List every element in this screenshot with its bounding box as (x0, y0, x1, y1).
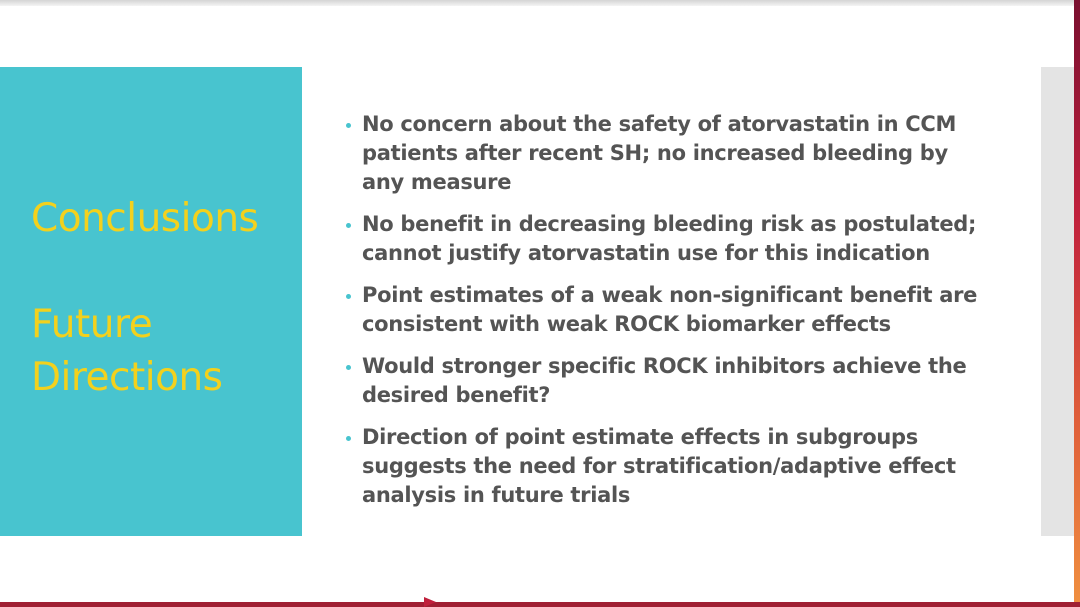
title-line-directions: Directions (31, 355, 223, 400)
bottom-progress-bar (0, 602, 1080, 607)
slide-title (31, 192, 296, 404)
bullet-item (344, 352, 994, 410)
top-strip (0, 0, 1080, 6)
bullet-icon (346, 123, 351, 128)
play-arrow-icon[interactable] (424, 597, 436, 607)
bullet-item (344, 110, 994, 197)
slide-content (344, 110, 994, 523)
right-edge-gradient (1074, 0, 1080, 607)
title-gap (31, 245, 296, 298)
bullet-text: Direction of point estimate effects in subgroups suggests the need for stratification/adaptive effect analysis in future trials (362, 425, 956, 507)
bullet-list (344, 110, 994, 510)
bullet-icon (346, 365, 351, 370)
title-line-future: Future (31, 302, 153, 347)
bullet-icon (346, 294, 351, 299)
right-accent-panel (1041, 67, 1074, 536)
bullet-text: Would stronger specific ROCK inhibitors achieve the desired benefit? (362, 354, 967, 407)
bullet-item (344, 210, 994, 268)
title-line-conclusions: Conclusions (31, 196, 259, 241)
bullet-icon (346, 436, 351, 441)
bullet-text: Point estimates of a weak non-significant benefit are consistent with weak ROCK biomarker effects (362, 283, 978, 336)
bullet-item (344, 423, 994, 510)
bullet-text: No concern about the safety of atorvastatin in CCM patients after recent SH; no increased bleeding by any measure (362, 112, 957, 194)
bullet-text: No benefit in decreasing bleeding risk as postulated; cannot justify atorvastatin use for this indication (362, 212, 977, 265)
bullet-icon (346, 223, 351, 228)
bullet-item (344, 281, 994, 339)
